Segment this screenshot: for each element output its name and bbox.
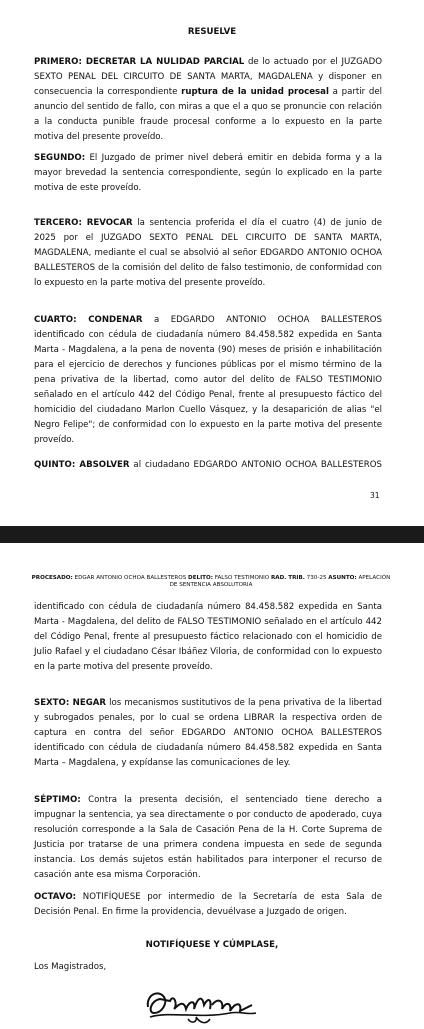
tercero-label: TERCERO: REVOCAR [34, 218, 133, 228]
cuarto-label: CUARTO: CONDENAR [34, 315, 143, 325]
header-value-procesado: EDGAR ANTONIO OCHOA BALLESTEROS [72, 575, 189, 581]
sexto-text: los mecanismos sustitutivos de la pena privativa de la libertad y subrogados penales, por lo cual se ordena LIBRAR la respectiva orden de captura en contra del señor EDGARDO ANTONIO OCHOA BALLESTEROS identificado con cédula de ciudadanía número 84.458.582 expedida en Santa Marta – Magdalena, y expídanse las comunicaciones de ley. [34, 698, 382, 768]
resuelve-heading: RESUELVE [187, 27, 237, 37]
primero-label: PRIMERO: DECRETAR LA NULIDAD PARCIAL [34, 57, 245, 67]
paragraph-quinto [34, 458, 382, 473]
primero-text-2: a partir del anuncio del sentido de fallo, con miras a que el a quo se pronuncie con relación a la conducta punible fraude procesal conforme a lo expuesto en la parte motiva del presente proveído. [34, 87, 383, 142]
page-separator [0, 526, 424, 543]
septimo-label: SÉPTIMO: [34, 795, 81, 805]
document-page-32 [0, 543, 424, 1024]
header-value-rad: 730-25 [304, 575, 329, 581]
paragraph-primero [34, 55, 382, 145]
cuarto-text: a EDGARDO ANTONIO OCHOA BALLESTEROS identificado con cédula de ciudadanía número 84.458.582 expedida en Santa Marta - Magdalena, a la pena de noventa (90) meses de prisión e inhabilitación para el ejercicio de derechos y funciones públicas por el mismo término de la pena privativa de la libertad, como autor del delito de FALSO TESTIMONIO señalado en el artículo 442 del Código Penal, frente al presupuesto fáctico del homicidio del ciudadano Marlon Cuello Vásquez, y la desaparición de alias "el Negro Felipe"; de conformidad con lo expuesto en la parte motiva del presente proveído. [34, 315, 382, 445]
header-value-asunto: APELACIÓN DE SENTENCIA ABSOLUTORIA [169, 575, 391, 588]
octavo-text: NOTIFÍQUESE por intermedio de la Secretaría de esta Sala de Decisión Penal. En firme la providencia, devuélvase a Juzgado de origen. [34, 892, 382, 917]
paragraph-cuarto [34, 313, 382, 448]
quinto-label: QUINTO: ABSOLVER [34, 460, 130, 470]
segundo-label: SEGUNDO: [34, 153, 86, 163]
quinto-text: al ciudadano EDGARDO ANTONIO OCHOA BALLESTEROS [129, 460, 382, 470]
header-label-rad: RAD. TRIB. [270, 575, 305, 581]
paragraph-continuation: identificado con cédula de ciudadanía número 84.458.582 expedida en Santa Marta - Magdalena, del delito de FALSO TESTIMONIO señalado en el artículo 442 del Código Penal, frente al presupuesto fáctico relacionado con el homicidio de Julio Rafael y el ciudadano César Ibáñez Viloria, de conformidad con lo expuesto en la parte motiva del presente proveído. [34, 602, 382, 672]
page-number: 31 [370, 491, 380, 500]
septimo-text: Contra la presenta decisión, el sentenciado tiene derecho a impugnar la sentencia, ya sea directamente o por conducto de apoderado, cuya resolución corresponde a la Sala de Casación Pena de la H. Corte Suprema de Justicia por tratarse de una primera condena impuesta en sede de segunda instancia. Los demás sujetos están habilitados para interponer el recurso de casación ante esa misma Corporación. [34, 795, 382, 880]
segundo-text: El Juzgado de primer nivel deberá emitir en debida forma y a la mayor brevedad la sentencia correspondiente, según lo explicado en la parte motiva de este proveído. [34, 153, 382, 193]
cut-off-line [32, 0, 72, 1]
running-header [30, 575, 392, 589]
header-label-delito: DELITO: [188, 575, 213, 581]
paragraph-segundo [34, 151, 382, 196]
tercero-text: la sentencia proferida el día el cuatro (4) de junio de 2025 por el JUZGADO SEXTO PENAL DEL CIRCUITO DE SANTA MARTA, MAGDALENA, mediante el cual se absolvió al señor EDGARDO ANTONIO OCHOA BALLESTEROS de la comisión del delito de falso testimonio, de conformidad con lo expuesto en la parte motiva del presente proveído. [34, 218, 383, 288]
header-value-delito: FALSO TESTIMONIO [212, 575, 271, 581]
paragraph-octavo [34, 890, 382, 920]
paragraph-tercero [34, 216, 382, 291]
closing-formula: NOTIFÍQUESE Y CÚMPLASE, [145, 940, 279, 950]
paragraph-septimo [34, 793, 382, 883]
header-label-procesado: PROCESADO: [31, 575, 73, 581]
sexto-label: SEXTO: NEGAR [34, 698, 107, 708]
primero-bold: ruptura de la unidad procesal [181, 87, 329, 97]
octavo-label: OCTAVO: [34, 892, 77, 902]
primero-text-1: de lo actuado por el JUZGADO SEXTO PENAL DEL CIRCUITO DE SANTA MARTA, MAGDALENA y disponer en consecuencia la correspondiente [34, 57, 382, 97]
handwritten-signature [140, 979, 270, 1029]
paragraph-sexto [34, 696, 382, 771]
magistrados-label: Los Magistrados, [34, 962, 107, 972]
header-label-asunto: ASUNTO: [328, 575, 357, 581]
